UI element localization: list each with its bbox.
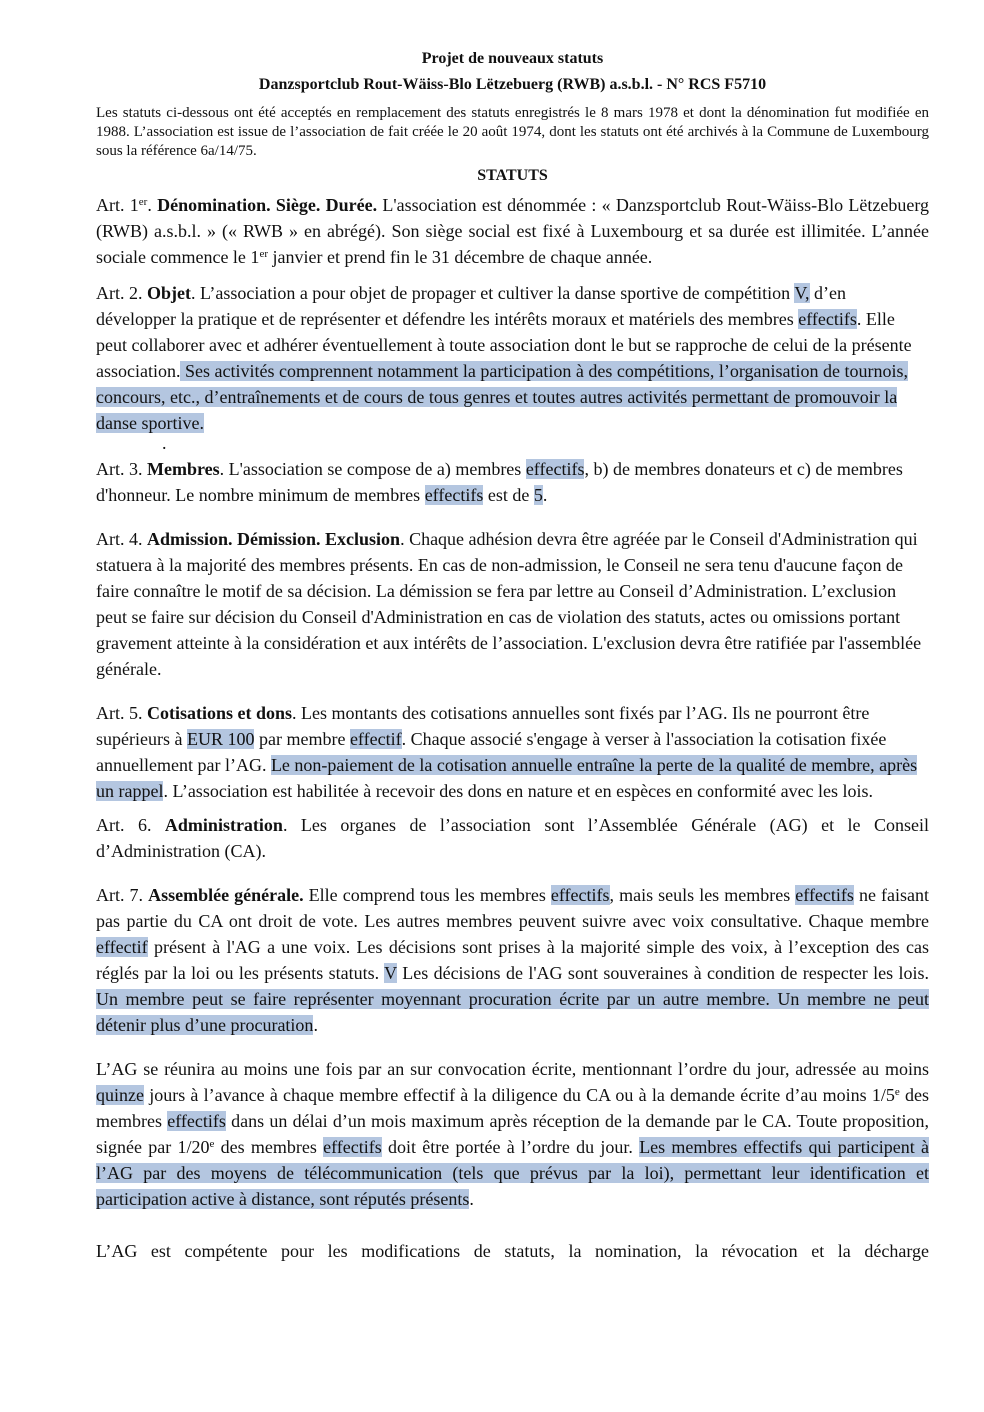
article-text: Elle comprend tous les membres <box>303 885 551 905</box>
document-page <box>96 46 929 1264</box>
article-1 <box>96 192 929 270</box>
paragraph-text: . <box>469 1189 474 1209</box>
article-number: Art. 6. <box>96 815 165 835</box>
article-title: Admission. Démission. Exclusion <box>147 529 401 549</box>
article-5 <box>96 700 929 804</box>
highlighted-text: effectifs <box>167 1111 226 1131</box>
paragraph-text: L’AG est compétente pour les modifications de statuts, la nomination, la révocation et la décharge <box>96 1241 929 1261</box>
highlighted-text: effectifs <box>550 885 610 905</box>
highlighted-text: effectifs <box>798 309 857 329</box>
section-heading: STATUTS <box>477 167 548 184</box>
paragraph-text: des membres <box>214 1137 324 1157</box>
paragraph-text: doit être portée à l’ordre du jour. <box>381 1137 640 1157</box>
superscript: e <box>894 1086 900 1098</box>
highlighted-text: Les membres effectifs qui participent à l’AG par des moyens de télécommunication (tels que prévus par la loi), permettant leur identification et participation active à distance, sont réputés présents <box>96 1137 930 1209</box>
ag-competence-paragraph <box>96 1238 929 1264</box>
article-text: par membre <box>254 729 350 749</box>
article-7 <box>96 882 929 1038</box>
highlighted-text: quinze <box>96 1085 144 1105</box>
document-subtitle: Danzsportclub Rout-Wäiss-Blo Lëtzebuerg (RWB) a.s.b.l. - N° RCS F5710 <box>258 76 767 93</box>
article-text: ne faisant pas partie du CA ont droit de vote. Les autres membres peuvent suivre avec voix consultative. Chaque membre <box>96 885 929 931</box>
article-6 <box>96 812 929 864</box>
article-text: , mais seuls les membres <box>609 885 796 905</box>
article-text: . Les montants des cotisations annuelles sont fixés par l’AG. Ils ne pourront être supérieurs à <box>96 703 870 749</box>
highlighted-text: Le non-paiement de la cotisation annuelle entraîne la perte de la qualité de membre, après un rappel <box>96 755 918 801</box>
article-text: . <box>313 1015 318 1035</box>
highlighted-text: effectif <box>349 729 402 749</box>
article-text: présent à l'AG a une voix. Les décisions sont prises à la majorité simple des voix, à l’exception des cas réglés par la loi ou les présents statuts. <box>96 937 929 983</box>
intro-paragraph: Les statuts ci-dessous ont été acceptés en remplacement des statuts enregistrés le 8 mars 1978 et dont la dénomination fut modifiée en 1988. L’association est issue de l’association de fait créée le 20 août 1974, dont les statuts ont été archivés à la Commune de Luxembourg sous la référence 6a/14/75. <box>96 105 929 159</box>
article-text: d’en développer la pratique et de représenter et défendre les intérêts moraux et matériels des membres <box>96 283 846 329</box>
article-text: . Elle peut collaborer avec et adhérer éventuellement à toute association dont le but se rapproche de celui de la présente association. <box>96 309 912 381</box>
superscript: e <box>209 1138 215 1150</box>
article-4 <box>96 526 929 682</box>
article-text: . <box>542 485 548 505</box>
article-2 <box>96 280 929 436</box>
highlighted-text: V, <box>794 283 810 303</box>
article-number: Art. 2. <box>96 283 147 303</box>
article-text: . L’association est habilitée à recevoir des dons en nature et en espèces en conformité avec les lois. <box>163 781 874 801</box>
article-number: Art. 7. <box>96 885 149 905</box>
highlighted-text: effectifs <box>323 1137 382 1157</box>
article-title: Dénomination. Siège. Durée. <box>157 195 378 215</box>
article-title: Objet <box>147 283 191 303</box>
document-title: Projet de nouveaux statuts <box>421 50 604 67</box>
article-number: Art. 3. <box>96 459 147 479</box>
article-text: L'association est dénommée : « Danzsportclub Rout-Wäiss-Blo Lëtzebuerg (RWB) a.s.b.l. » (« RWB » en abrégé). Son siège social est fixé à Luxembourg et sa durée est illimitée. L’année sociale commence le 1 <box>96 195 930 267</box>
highlighted-text: EUR 100 <box>186 729 255 749</box>
paragraph-text: jours à l’avance à chaque membre effectif à la diligence du CA ou à la demande écrite d’au moins 1/5 <box>143 1085 895 1105</box>
article-text: Les décisions de l'AG sont souveraines à condition de respecter les lois. <box>396 963 929 983</box>
article-number: Art. 5. <box>96 703 147 723</box>
paragraph-text: des membres <box>96 1085 929 1131</box>
article-number-dot: . <box>147 195 158 215</box>
highlighted-text: V <box>384 963 397 983</box>
superscript: er <box>138 196 148 208</box>
highlighted-text: effectif <box>96 937 148 957</box>
superscript: er <box>259 248 268 260</box>
article-title: Membres <box>147 459 220 479</box>
article-title: Administration <box>164 815 283 835</box>
article-number: Art. 1 <box>96 195 139 215</box>
article-text: . L'association se compose de a) membres <box>219 459 526 479</box>
article-text: . L’association a pour objet de propager et cultiver la danse sportive de compétition <box>191 283 795 303</box>
article-text: . Chaque associé s'engage à verser à l'association la cotisation fixée annuellement par l’AG. <box>96 729 887 775</box>
highlighted-text: Ses activités comprennent notamment la participation à des compétitions, l’organisation de tournois, concours, etc., d’entraînements et de cours de tous genres et toutes autres activités permettant de promouvoir la danse sportive. <box>96 361 908 433</box>
article-text: janvier et prend fin le 31 décembre de chaque année. <box>267 247 653 267</box>
article-text: . Les organes de l’association sont l’Assemblée Générale (AG) et le Conseil d’Administration (CA). <box>96 815 929 861</box>
highlighted-text: effectifs <box>795 885 854 905</box>
highlighted-text: Un membre peut se faire représenter moyennant procuration écrite par un autre membre. Un membre ne peut détenir plus d’une procuration <box>96 989 929 1035</box>
article-text: , b) de membres donateurs et c) de membres d'honneur. Le nombre minimum de membres <box>96 459 903 505</box>
ag-convocation-paragraph <box>96 1056 929 1212</box>
highlighted-text: effectifs <box>424 485 484 505</box>
highlighted-text: effectifs <box>525 459 585 479</box>
article-title: Assemblée générale. <box>148 885 304 905</box>
article-title: Cotisations et dons <box>147 703 293 723</box>
stray-dot: . <box>162 433 167 453</box>
article-text: . Chaque adhésion devra être agréée par le Conseil d'Administration qui statuera à la majorité des membres présents. En cas de non-admission, le Conseil ne sera tenu d'aucune façon de faire connaître le motif de sa décision. La démission se fera par lettre au Conseil d’Administration. L’exclusion peut se faire sur décision du Conseil d'Administration en cas de violation des statuts, actes ou omissions portant gravement atteinte à la considération et aux intérêts de l’association. L'exclusion devra être ratifiée par l'assemblée générale. <box>96 529 922 679</box>
paragraph-text: L’AG se réunira au moins une fois par an sur convocation écrite, mentionnant l’ordre du jour, adressée au moins <box>96 1059 929 1079</box>
article-3 <box>96 456 929 508</box>
article-text: est de <box>483 485 534 505</box>
paragraph-text: dans un délai d’un mois maximum après réception de la demande par le CA. Toute proposition, signée par 1/20 <box>96 1111 929 1157</box>
article-number: Art. 4. <box>96 529 147 549</box>
highlighted-text: 5 <box>533 485 543 505</box>
